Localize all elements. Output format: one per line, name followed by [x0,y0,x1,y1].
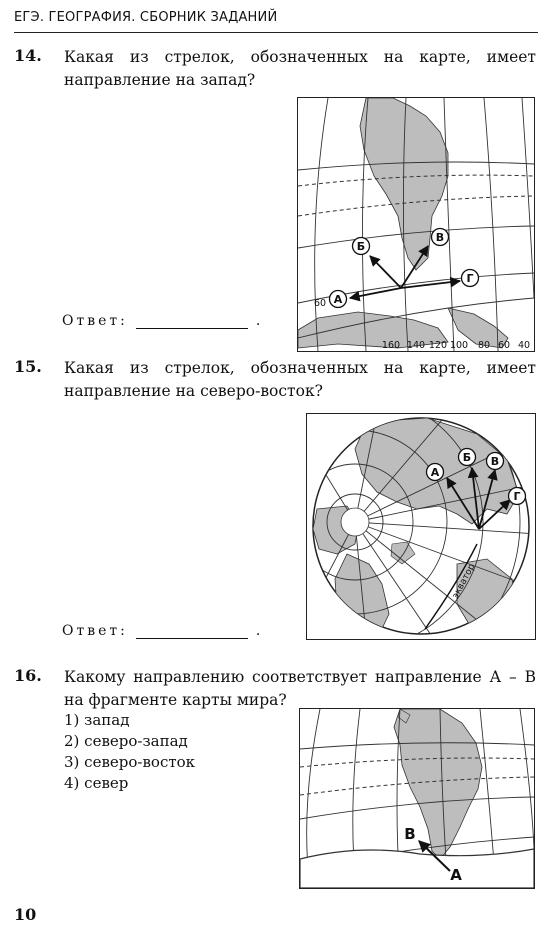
answer-label: Ответ: [62,313,128,329]
lon-label: 100 [449,340,469,351]
marker-a: A [450,866,462,884]
marker-v: В [490,455,500,468]
question-number: 16. [14,666,42,685]
page-number: 10 [14,905,37,924]
marker-a: А [430,466,440,479]
options-list [64,710,195,794]
map-16 [299,708,535,889]
map-15 [306,413,536,640]
lon-label: 80 [477,340,491,351]
option-3[interactable]: 3) северо-восток [64,753,196,771]
marker-g: Г [466,272,474,285]
marker-b: Б [462,451,472,464]
question-text: Какому направлению соответствует направление А – В на фрагменте карты мира? [64,668,536,709]
question-text: Какая из стрелок, обозначенных на карте, имеет направление на запад? [64,48,536,89]
answer-label: Ответ: [62,623,128,639]
page-header [14,10,538,33]
answer-field-14[interactable]: Ответ: . [62,313,261,329]
lon-label: 140 [406,340,426,351]
marker-a: А [333,293,343,306]
header-title: ЕГЭ. ГЕОГРАФИЯ. СБОРНИК ЗАДАНИЙ [14,10,278,25]
option-4[interactable]: 4) север [64,774,129,792]
marker-v: В [435,231,445,244]
answer-field-15[interactable]: Ответ: . [62,623,261,639]
lon-label: 60 [497,340,511,351]
map-14 [297,97,535,352]
lon-label: 120 [428,340,448,351]
option-2[interactable]: 2) северо-запад [64,732,188,750]
option-1[interactable]: 1) запад [64,711,130,729]
marker-b: B [404,825,416,843]
question-number: 14. [14,46,42,65]
lon-label: 160 [381,340,401,351]
answer-line[interactable] [136,637,248,639]
marker-g: Г [513,490,521,503]
latitude-label: 60 [313,298,327,309]
question-text: Какая из стрелок, обозначенных на карте, имеет направление на северо-восток? [64,359,536,400]
equator-label: экватор [450,562,478,601]
answer-line[interactable] [136,327,248,329]
lon-label: 40 [517,340,531,351]
marker-b: Б [356,240,366,253]
question-number: 15. [14,357,42,376]
